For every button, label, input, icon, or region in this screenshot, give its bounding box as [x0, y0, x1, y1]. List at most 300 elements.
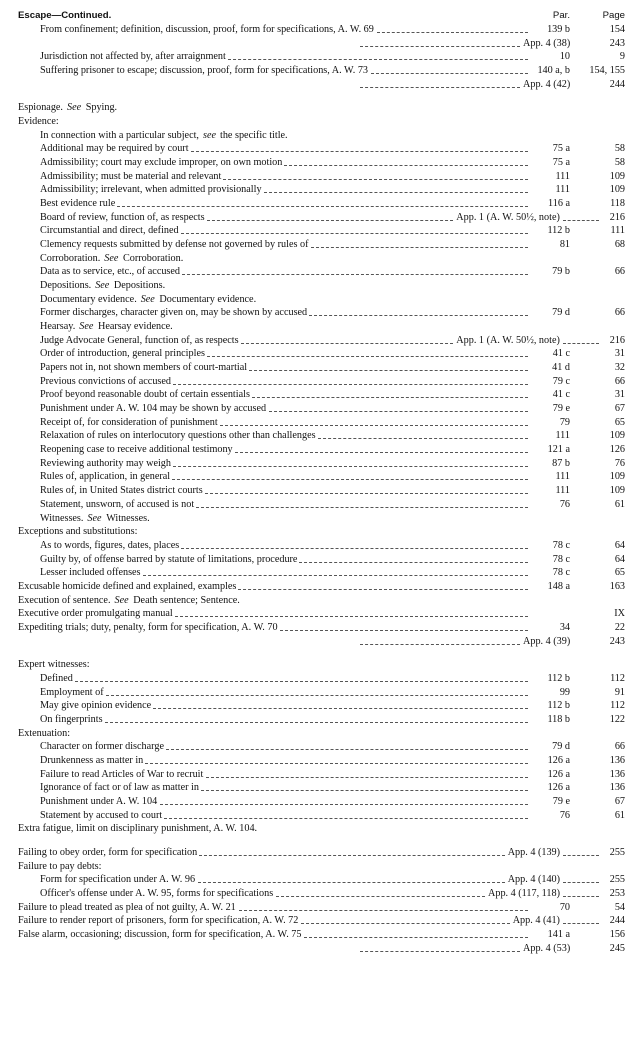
index-entry — [0, 526, 640, 538]
index-entry — [0, 929, 640, 941]
index-entry — [0, 581, 640, 593]
paragraph-number: 41 c — [552, 348, 570, 360]
dot-leader — [252, 389, 528, 398]
dot-leader — [75, 673, 528, 682]
paragraph-number: 79 b — [552, 266, 570, 278]
dot-leader — [205, 485, 528, 494]
paragraph-number: 111 — [555, 430, 570, 442]
entry-text: May give opinion evidence — [40, 700, 152, 712]
entry-text: Executive order promulgating manual — [18, 608, 173, 620]
index-entry — [0, 51, 640, 63]
see-reference-word: See — [95, 280, 110, 292]
dot-leader — [311, 239, 529, 248]
entry-text: Admissibility; must be material and relevant — [40, 170, 222, 182]
dot-leader — [360, 38, 520, 47]
entry-text: Suffering prisoner to escape; discussion, proof, form for specifications, A. W. 73 — [40, 65, 369, 76]
dot-leader — [105, 714, 529, 723]
index-entry — [0, 102, 640, 114]
dot-leader — [206, 769, 528, 778]
page-number: 22 — [614, 621, 625, 633]
page-number: 136 — [609, 782, 625, 794]
paragraph-number: 79 c — [552, 375, 570, 387]
entry-text: Exceptions and substitutions: — [18, 526, 138, 538]
index-entry — [0, 130, 640, 142]
entry-text: Receipt of, for consideration of punishment — [40, 416, 218, 428]
paragraph-number: 78 c — [552, 539, 570, 551]
page-column-heading: Page — [602, 10, 625, 21]
entry-text: Character on former discharge — [40, 741, 164, 753]
dot-leader — [181, 540, 528, 549]
index-entry — [0, 796, 640, 808]
entry-text: Excusable homicide defined and explained, examples — [18, 580, 237, 592]
index-entry — [0, 700, 640, 712]
see-reference-target: Depositions. — [113, 280, 166, 292]
appendix-reference: App. 4 (38) — [523, 37, 571, 49]
index-header — [0, 10, 640, 22]
paragraph-number: 75 a — [552, 157, 570, 168]
see-reference-target: Spying. — [85, 102, 118, 114]
entry-text: Espionage. — [18, 102, 63, 114]
entry-text: Rules of, in United States district courts — [40, 485, 203, 497]
paragraph-number: 112 b — [547, 700, 570, 712]
page-number: 156 — [609, 928, 625, 940]
dot-leader — [371, 65, 528, 74]
appendix-reference-row — [0, 636, 640, 648]
entry-text: Previous convictions of accused — [40, 375, 171, 387]
entry-text: Clemency requests submitted by defense not governed by rules of — [40, 239, 309, 250]
index-entry — [0, 861, 640, 873]
see-reference-word: See — [67, 102, 82, 114]
page-number: 255 — [609, 846, 625, 858]
paragraph-number: 78 c — [552, 567, 570, 579]
entry-text: Corroboration. — [40, 252, 101, 264]
index-entry — [0, 348, 640, 360]
appendix-reference-row — [0, 943, 640, 955]
paragraph-number: 79 d — [552, 741, 570, 753]
index-entry — [0, 307, 640, 319]
dot-leader — [145, 755, 528, 764]
see-reference-target: Hearsay evidence. — [98, 321, 173, 333]
paragraph-number: 79 d — [552, 307, 570, 319]
dot-leader — [304, 929, 528, 938]
index-entry — [0, 874, 640, 886]
par-column-heading: Par. — [552, 10, 570, 21]
entry-text: Witnesses. — [40, 512, 84, 524]
page-number: 112 — [610, 672, 625, 684]
page-number: 64 — [614, 553, 625, 565]
dot-leader — [207, 212, 454, 221]
index-entry — [0, 741, 640, 753]
page-number: 243 — [609, 37, 625, 49]
appendix-reference: App. 1 (A. W. 50½, note) — [456, 334, 560, 346]
index-entry — [0, 294, 640, 306]
entry-text: Rules of, application, in general — [40, 471, 171, 483]
index-entry — [0, 225, 640, 237]
entry-text: Guilty by, of offense barred by statute of limitations, procedure — [40, 553, 298, 565]
paragraph-number: 41 d — [552, 362, 570, 374]
page-number: 109 — [609, 430, 625, 442]
index-entry — [0, 389, 640, 401]
entry-text: Admissibility; court may exclude improper, on own motion — [40, 157, 283, 168]
dot-leader — [377, 24, 528, 33]
dot-leader — [360, 943, 520, 952]
see-reference-word: See — [79, 321, 94, 333]
page-number: 245 — [609, 942, 625, 954]
entry-text: Failing to obey order, form for specification — [18, 846, 198, 858]
paragraph-number: 79 e — [552, 403, 570, 415]
paragraph-number: 99 — [559, 686, 570, 698]
dot-leader — [181, 225, 528, 234]
entry-text: Punishment under A. W. 104 — [40, 795, 158, 807]
entry-text: On fingerprints — [40, 713, 103, 725]
page-number: 111 — [610, 225, 625, 237]
index-entry — [0, 915, 640, 927]
index-entry — [0, 728, 640, 740]
see-reference-word: See — [140, 293, 155, 305]
entry-text: Relaxation of rules on interlocutory questions other than challenges — [40, 430, 316, 442]
page-number: 112 — [610, 700, 625, 712]
page-number: 244 — [609, 78, 625, 90]
dot-leader — [280, 622, 528, 631]
index-entry — [0, 280, 640, 292]
dot-leader — [241, 335, 453, 344]
paragraph-number: 111 — [555, 471, 570, 483]
appendix-reference: App. 1 (A. W. 50½, note) — [456, 211, 560, 223]
dot-leader — [164, 810, 528, 819]
page-number: 64 — [614, 539, 625, 551]
index-entry — [0, 198, 640, 210]
index-entry — [0, 499, 640, 511]
see-reference-target: the specific title. — [220, 129, 288, 141]
entry-text: Papers not in, not shown members of court-martial — [40, 362, 248, 374]
paragraph-number: 10 — [559, 51, 570, 63]
page-number: 65 — [614, 567, 625, 579]
index-entry — [0, 888, 640, 900]
page-number: 109 — [609, 485, 625, 497]
entry-text: Extra fatigue, limit on disciplinary punishment, A. W. 104. — [18, 823, 258, 835]
dot-leader — [191, 143, 529, 152]
entry-text: Evidence: — [18, 116, 59, 127]
paragraph-number: 141 a — [547, 928, 570, 940]
appendix-reference: App. 4 (139) — [507, 846, 561, 858]
page-number: 61 — [614, 809, 625, 821]
entry-text: Additional may be required by court — [40, 143, 189, 155]
index-entry — [0, 769, 640, 781]
appendix-reference: App. 4 (42) — [523, 78, 571, 90]
entry-text: Punishment under A. W. 104 may be shown by accused — [40, 403, 267, 415]
page-number: 54 — [614, 901, 625, 913]
paragraph-number: 79 e — [552, 795, 570, 807]
paragraph-number: 139 b — [547, 24, 570, 35]
page-number: 154, 155 — [589, 65, 625, 76]
paragraph-number: 87 b — [552, 457, 570, 469]
index-entry — [0, 847, 640, 859]
page-number: 66 — [614, 307, 625, 319]
entry-text: Data as to service, etc., of accused — [40, 266, 181, 278]
entry-text: Failure to render report of prisoners, form for specification, A. W. 72 — [18, 915, 299, 927]
see-reference-word: See — [114, 594, 129, 606]
index-entry — [0, 471, 640, 483]
appendix-reference-row — [0, 79, 640, 91]
page-number: 66 — [614, 741, 625, 753]
page-number: 67 — [614, 795, 625, 807]
entry-text: Failure to pay debts: — [18, 860, 102, 872]
entry-text: Expert witnesses: — [18, 659, 90, 671]
entry-text: Defined — [40, 672, 73, 684]
page-number: 76 — [614, 457, 625, 469]
index-entry — [0, 362, 640, 374]
paragraph-number: 70 — [559, 901, 570, 913]
see-reference-target: Corroboration. — [123, 252, 184, 264]
paragraph-number: 116 a — [548, 198, 570, 209]
appendix-reference: App. 4 (117, 118) — [488, 887, 560, 899]
entry-text: Expediting trials; duty, penalty, form for specification, A. W. 70 — [18, 621, 278, 633]
dot-leader — [301, 915, 510, 924]
index-entry — [0, 513, 640, 525]
index-entry — [0, 335, 640, 347]
dot-leader — [360, 636, 520, 645]
appendix-reference: App. 4 (39) — [523, 635, 571, 647]
dot-leader — [175, 608, 528, 617]
entry-text: As to words, figures, dates, places — [40, 539, 180, 551]
entry-text: Execution of sentence. — [18, 594, 111, 606]
index-entry — [0, 24, 640, 36]
dot-leader — [220, 417, 528, 426]
index-entry — [0, 540, 640, 552]
page-number: 32 — [614, 362, 625, 374]
paragraph-number: 76 — [559, 498, 570, 510]
dot-leader — [153, 700, 528, 709]
paragraph-number: 75 a — [552, 143, 570, 155]
index-entry — [0, 184, 640, 196]
dot-leader — [182, 266, 528, 275]
entry-text: False alarm, occasioning; discussion, form for specification, A. W. 75 — [18, 928, 302, 940]
dot-leader — [199, 847, 504, 856]
entry-text: From confinement; definition, discussion, proof, form for specifications, A. W. 69 — [40, 24, 374, 35]
dot-leader — [228, 51, 528, 60]
page-number: 66 — [614, 375, 625, 387]
paragraph-number: 111 — [555, 184, 570, 196]
page-number: 136 — [609, 768, 625, 780]
paragraph-number: 34 — [559, 621, 570, 633]
paragraph-number: 118 b — [547, 713, 570, 725]
entry-text: Failure to plead treated as plea of not guilty, A. W. 21 — [18, 901, 236, 913]
dot-leader — [238, 581, 528, 590]
index-entry — [0, 403, 640, 415]
appendix-reference-row — [0, 38, 640, 50]
entry-text: Admissibility; irrelevant, when admitted provisionally — [40, 184, 262, 196]
entry-text: Circumstantial and direct, defined — [40, 225, 179, 237]
dot-leader — [143, 567, 529, 576]
dot-leader — [235, 444, 528, 453]
see-reference-target: Death sentence; Sentence. — [133, 594, 240, 606]
entry-text: In connection with a particular subject, — [40, 129, 199, 141]
dot-leader — [239, 902, 529, 911]
page-number: 118 — [610, 198, 625, 209]
dot-leader — [117, 198, 528, 207]
page-number: 91 — [614, 686, 625, 698]
dot-leader — [249, 362, 528, 371]
page-number: 9 — [619, 51, 625, 63]
index-entry — [0, 673, 640, 685]
appendix-reference: App. 4 (53) — [523, 942, 571, 954]
index-entry — [0, 659, 640, 671]
index-entry — [0, 444, 640, 456]
dot-leader — [198, 874, 505, 883]
index-entry — [0, 714, 640, 726]
page-number: 58 — [614, 143, 625, 155]
index-entry — [0, 157, 640, 169]
index-entry — [0, 810, 640, 822]
page-number: 255 — [609, 874, 625, 886]
index-entry — [0, 554, 640, 566]
index-entry — [0, 458, 640, 470]
page-number: 68 — [614, 239, 625, 250]
section-heading: Escape—Continued. — [18, 10, 112, 21]
entry-text: Employment of — [40, 686, 104, 698]
index-entry — [0, 253, 640, 265]
index-entry — [0, 116, 640, 128]
index-entry — [0, 376, 640, 388]
entry-text: Jurisdiction not affected by, after arraignment — [40, 51, 226, 63]
page-number: 58 — [614, 157, 625, 168]
dot-leader — [207, 348, 528, 357]
entry-text: Proof beyond reasonable doubt of certain essentials — [40, 389, 250, 401]
index-entry — [0, 823, 640, 835]
dot-leader — [269, 403, 528, 412]
index-entry — [0, 608, 640, 620]
page-number: 109 — [609, 170, 625, 182]
entry-text: Hearsay. — [40, 321, 76, 333]
dot-leader — [106, 687, 528, 696]
paragraph-number: 79 — [559, 416, 570, 428]
see-reference-word: See — [104, 252, 119, 264]
page-number: 136 — [609, 754, 625, 766]
see-reference-target: Documentary evidence. — [159, 293, 257, 305]
index-entry — [0, 239, 640, 251]
dot-leader — [160, 796, 528, 805]
dot-leader — [264, 184, 529, 193]
index-entry — [0, 782, 640, 794]
entry-text: Documentary evidence. — [40, 293, 137, 305]
dot-leader — [309, 307, 528, 316]
entry-text: Former discharges, character given on, may be shown by accused — [40, 307, 308, 319]
paragraph-number: 121 a — [547, 444, 570, 456]
entry-text: Statement by accused to court — [40, 809, 163, 821]
paragraph-number: 126 a — [547, 754, 570, 766]
page-number: 244 — [609, 915, 625, 927]
page-number: 163 — [609, 580, 625, 592]
index-entry — [0, 321, 640, 333]
page-number: 61 — [614, 498, 625, 510]
index-entry — [0, 417, 640, 429]
dot-leader — [173, 376, 528, 385]
paragraph-number: 41 c — [552, 389, 570, 401]
dot-leader — [166, 741, 528, 750]
page-number: 109 — [609, 471, 625, 483]
index-entry — [0, 687, 640, 699]
see-reference-word: See — [87, 512, 102, 524]
paragraph-number: 78 c — [552, 553, 570, 565]
appendix-reference: App. 4 (140) — [507, 874, 561, 886]
page-number: 154 — [609, 24, 625, 35]
dot-leader — [172, 471, 528, 480]
dot-leader — [276, 888, 485, 897]
dot-leader — [173, 458, 528, 467]
page-number: 65 — [614, 416, 625, 428]
entry-text: Reopening case to receive additional testimony — [40, 444, 233, 456]
appendix-reference: App. 4 (41) — [512, 915, 560, 927]
dot-leader — [201, 782, 528, 791]
paragraph-number: 126 a — [547, 782, 570, 794]
paragraph-number: 111 — [555, 485, 570, 497]
index-entry — [0, 595, 640, 607]
dot-leader — [318, 430, 528, 439]
page-number: IX — [614, 608, 625, 620]
entry-text: Judge Advocate General, function of, as respects — [40, 334, 239, 346]
index-entry — [0, 755, 640, 767]
page-number: 122 — [609, 713, 625, 725]
entry-text: Drunkenness as matter in — [40, 754, 144, 766]
entry-text: Form for specification under A. W. 96 — [40, 874, 196, 886]
entry-text: Extenuation: — [18, 727, 71, 739]
paragraph-number: 111 — [555, 170, 570, 182]
paragraph-number: 112 b — [547, 672, 570, 684]
page-number: 216 — [609, 211, 625, 223]
page-number: 31 — [614, 389, 625, 401]
page-number: 31 — [614, 348, 625, 360]
index-entry — [0, 171, 640, 183]
paragraph-number: 126 a — [547, 768, 570, 780]
index-entry — [0, 902, 640, 914]
entry-text: Officer's offense under A. W. 95, forms for specifications — [40, 887, 274, 899]
index-entry — [0, 622, 640, 634]
index-entry — [0, 485, 640, 497]
page-number: 216 — [609, 334, 625, 346]
index-entry — [0, 430, 640, 442]
entry-text: Lesser included offenses — [40, 567, 141, 579]
page-number: 243 — [609, 635, 625, 647]
entry-text: Depositions. — [40, 280, 92, 292]
index-entry — [0, 567, 640, 579]
index-entry — [0, 212, 640, 224]
see-reference-word: see — [203, 129, 217, 141]
dot-leader — [284, 157, 528, 166]
dot-leader — [196, 499, 528, 508]
entry-text: Best evidence rule — [40, 198, 116, 209]
paragraph-number: 140 a, b — [537, 65, 570, 76]
paragraph-number: 81 — [559, 239, 570, 250]
paragraph-number: 76 — [559, 809, 570, 821]
entry-text: Reviewing authority may weigh — [40, 457, 171, 469]
dot-leader — [360, 79, 520, 88]
page-number: 109 — [609, 184, 625, 196]
page-number: 67 — [614, 403, 625, 415]
dot-leader — [223, 171, 528, 180]
dot-leader — [299, 554, 528, 563]
entry-text: Order of introduction, general principles — [40, 348, 205, 360]
page-number: 253 — [609, 887, 625, 899]
index-entry — [0, 266, 640, 278]
index-entry — [0, 143, 640, 155]
entry-text: Board of review, function of, as respects — [40, 211, 205, 223]
paragraph-number: 112 b — [547, 225, 570, 237]
page-number: 66 — [614, 266, 625, 278]
paragraph-number: 148 a — [547, 580, 570, 592]
see-reference-target: Witnesses. — [106, 512, 150, 524]
entry-text: Failure to read Articles of War to recruit — [40, 768, 204, 780]
index-entry — [0, 65, 640, 77]
